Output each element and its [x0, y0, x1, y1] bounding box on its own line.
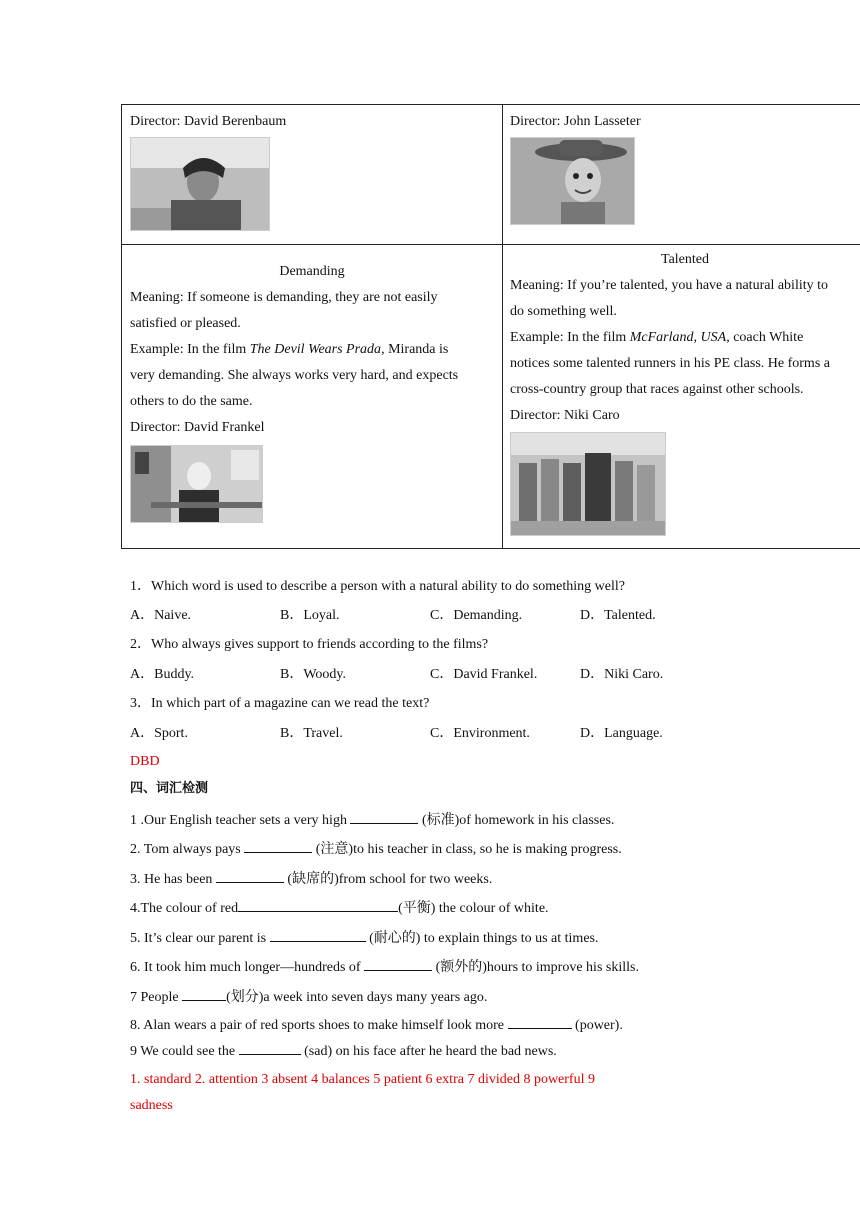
director-caro: Director: Niki Caro [510, 408, 620, 423]
table-divider-vertical [502, 105, 503, 548]
vocab-item-5: 5. It’s clear our parent is (耐心的) to explain things to us at times. [130, 927, 598, 949]
vocab-item-9: 9 We could see the (sad) on his face after he heard the bad news. [130, 1040, 557, 1062]
answer-blank[interactable] [270, 927, 366, 942]
demanding-example-2: very demanding. She always works very hard, and expects [130, 368, 459, 383]
director-lasseter: Director: John Lasseter [510, 114, 641, 129]
question-1-stem: 1．Which word is used to describe a person with a natural ability to do something well? [130, 579, 625, 594]
q3-option-a: A．Sport. [130, 726, 188, 741]
q2-option-b: B．Woody. [280, 667, 347, 682]
answer-key: DBD [130, 754, 160, 769]
answer-blank[interactable] [244, 838, 312, 853]
answer-blank[interactable] [508, 1014, 572, 1029]
table-divider-horizontal [122, 244, 860, 245]
question-3-stem: 3．In which part of a magazine can we read the text? [130, 696, 430, 711]
answer-blank[interactable] [238, 897, 398, 912]
vocab-item-3: 3. He has been (缺席的)from school for two weeks. [130, 868, 492, 890]
demanding-example-3: others to do the same. [130, 394, 253, 409]
q2-option-d: D．Niki Caro. [580, 667, 664, 682]
q1-option-b: B．Loyal. [280, 608, 340, 623]
answer-blank[interactable] [182, 986, 226, 1001]
film-photo-runners [510, 432, 666, 536]
q2-option-c: C．David Frankel. [430, 667, 538, 682]
vocab-item-8: 8. Alan wears a pair of red sports shoes to make himself look more (power). [130, 1014, 623, 1036]
word-talented: Talented [661, 252, 709, 267]
q3-option-c: C．Environment. [430, 726, 530, 741]
cell-top-right [510, 109, 860, 135]
question-2-stem: 2．Who always gives support to friends according to the films? [130, 637, 489, 652]
vocab-item-7: 7 People (划分)a week into seven days many years ago. [130, 986, 487, 1008]
film-photo-miranda [130, 445, 263, 523]
q1-option-a: A．Naive. [130, 608, 192, 623]
demanding-example: Example: In the film The Devil Wears Prada, Miranda is [130, 342, 449, 357]
q1-option-c: C．Demanding. [430, 608, 523, 623]
talented-example-2: notices some talented runners in his PE class. He forms a [510, 356, 830, 371]
film-title-prada: The Devil Wears Prada [249, 342, 382, 357]
answer-blank[interactable] [239, 1040, 301, 1055]
talented-example: Example: In the film McFarland, USA, coach White [510, 330, 804, 345]
demanding-meaning-1: Meaning: If someone is demanding, they are not easily [130, 290, 438, 305]
film-photo-woody [510, 137, 635, 225]
vocab-item-4: 4.The colour of red (平衡) the colour of white. [130, 897, 549, 919]
q2-option-a: A．Buddy. [130, 667, 195, 682]
cell-talented [510, 247, 860, 429]
cell-top-left [130, 109, 494, 135]
talented-meaning-2: do something well. [510, 304, 617, 319]
film-photo-man [130, 137, 270, 231]
vocab-item-1: 1 .Our English teacher sets a very high (标准)of homework in his classes. [130, 809, 614, 831]
vocab-item-2: 2. Tom always pays (注意)to his teacher in class, so he is making progress. [130, 838, 622, 860]
director-berenbaum: Director: David Berenbaum [130, 114, 287, 129]
cell-demanding [130, 259, 494, 441]
section-title: 四、词汇检测 [130, 781, 209, 796]
q3-option-d: D．Language. [580, 726, 663, 741]
word-demanding: Demanding [279, 264, 345, 279]
answer-blank[interactable] [216, 868, 284, 883]
answer-blank[interactable] [364, 956, 432, 971]
vocab-item-6: 6. It took him much longer—hundreds of (额外的)hours to improve his skills. [130, 956, 639, 978]
director-frankel: Director: David Frankel [130, 420, 265, 435]
answer-blank[interactable] [350, 809, 418, 824]
q1-option-d: D．Talented. [580, 608, 656, 623]
film-title-mcfarland: McFarland, USA [629, 330, 727, 345]
talented-meaning-1: Meaning: If you’re talented, you have a natural ability to [510, 278, 829, 293]
talented-example-3: cross-country group that races against other schools. [510, 382, 804, 397]
demanding-meaning-2: satisfied or pleased. [130, 316, 241, 331]
q3-option-b: B．Travel. [280, 726, 343, 741]
film-table [121, 104, 860, 549]
vocab-answers: 1. standard 2. attention 3 absent 4 balances 5 patient 6 extra 7 divided 8 powerful 9 sadness [130, 1072, 595, 1113]
